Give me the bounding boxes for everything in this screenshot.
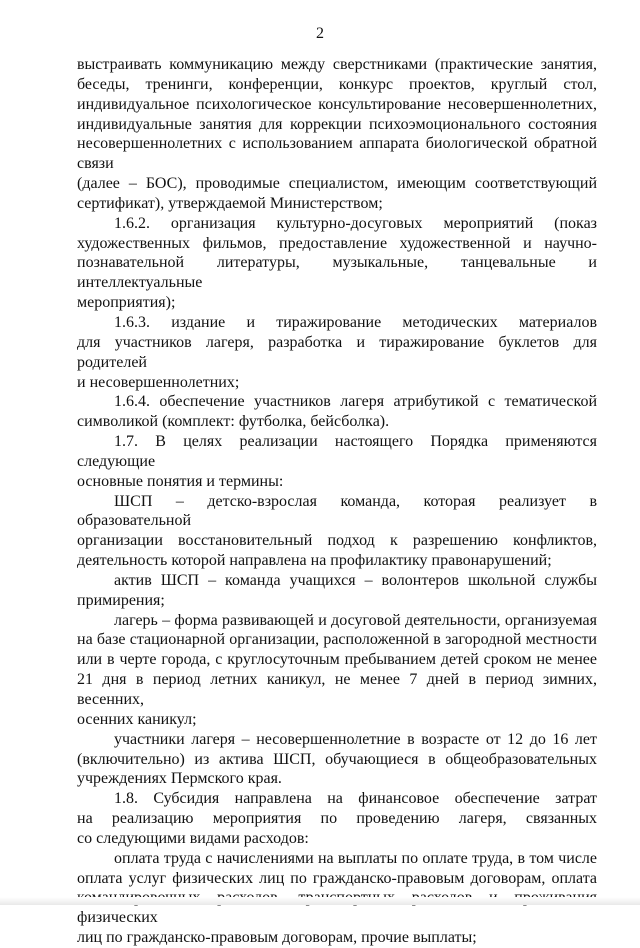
paragraph [77,789,597,849]
paragraph [77,392,597,432]
paragraph [77,214,597,313]
text-line: сертификат), утверждаемой Министерством; [77,194,383,212]
paragraph [77,432,597,492]
paragraph [77,492,597,571]
text-line: участники лагеря – несовершеннолетние в возрасте от 12 до 16 лет [114,730,597,748]
text-line: лиц по гражданско-правовым договорам, прочие выплаты; [77,929,477,947]
text-line: учреждениях Пермского края. [77,770,282,788]
page-number: 2 [316,25,324,42]
text-line: осенних каникул; [77,710,197,728]
text-line: и несовершеннолетних; [77,373,240,391]
text-line: мероприятия); [77,294,176,312]
text-line: на базе стационарной организации, расположенной в загородной местности [77,631,597,649]
text-line: лагерь – форма развивающей и досуговой деятельности, организуемая [114,611,597,629]
text-line: познавательной литературы, музыкальные, танцевальные и интеллектуальные [77,254,597,292]
document-body [77,55,597,948]
text-line: деятельность которой направлена на профилактику правонарушений; [77,552,552,570]
paragraph [77,313,597,392]
text-line: индивидуальное психологическое консультирование несовершеннолетних, [77,95,597,113]
text-line: символикой (комплект: футболка, бейсболка). [77,413,390,431]
scan-edge [0,897,640,905]
text-line: или в черте города, с круглосуточным пребыванием детей сроком не менее [77,651,597,669]
text-line: выстраивать коммуникацию между сверстниками (практические занятия, [77,56,597,73]
text-line: (далее – БОС), проводимые специалистом, имеющим соответствующий [77,175,597,193]
text-line: актив ШСП – команда учащихся – волонтеров школьной службы [114,571,597,589]
text-line: оплата труда с начислениями на выплаты по оплате труда, в том числе [114,849,597,867]
text-line: художественных фильмов, предоставление художественной и научно- [77,234,597,252]
text-line: 1.6.3. издание и тиражирование методических материалов [114,313,597,331]
text-line: организации восстановительный подход к разрешению конфликтов, [77,532,597,550]
text-line: со следующими видами расходов: [77,829,309,847]
paragraph [77,730,597,790]
text-line: индивидуальные занятия для коррекции психоэмоционального состояния [77,115,597,133]
text-line: 21 дня в период летних каникул, не менее 7 дней в период зимних, весенних, [77,671,597,708]
text-line: 1.8. Субсидия направлена на финансовое обеспечение затрат [114,790,597,808]
paragraph [77,571,597,611]
paragraph [77,55,597,214]
text-line: на реализацию мероприятия по проведению лагеря, связанных [77,810,597,828]
text-line: основные понятия и термины: [77,472,284,490]
text-line: оплата услуг физических лиц по гражданско-правовым договорам, оплата [77,869,597,887]
text-line: ШСП – детско-взрослая команда, которая реализует в образовательной [77,492,597,530]
text-line: для участников лагеря, разработка и тиражирование буклетов для родителей [77,333,597,371]
text-line: несовершеннолетних с использованием аппарата биологической обратной связи [77,135,597,173]
text-line: 1.6.2. организация культурно-досуговых мероприятий (показ [114,214,597,232]
text-line: (включительно) из актива ШСП, обучающиеся в общеобразовательных [77,750,597,768]
paragraph [77,611,597,730]
text-line: беседы, тренинги, конференции, конкурс проектов, круглый стол, [77,75,597,93]
text-line: 1.6.4. обеспечение участников лагеря атрибутикой с тематической [114,393,597,411]
text-line: примирения; [77,591,165,609]
text-line: 1.7. В целях реализации настоящего Порядка применяются следующие [77,433,597,470]
text-line: физических [77,909,158,927]
